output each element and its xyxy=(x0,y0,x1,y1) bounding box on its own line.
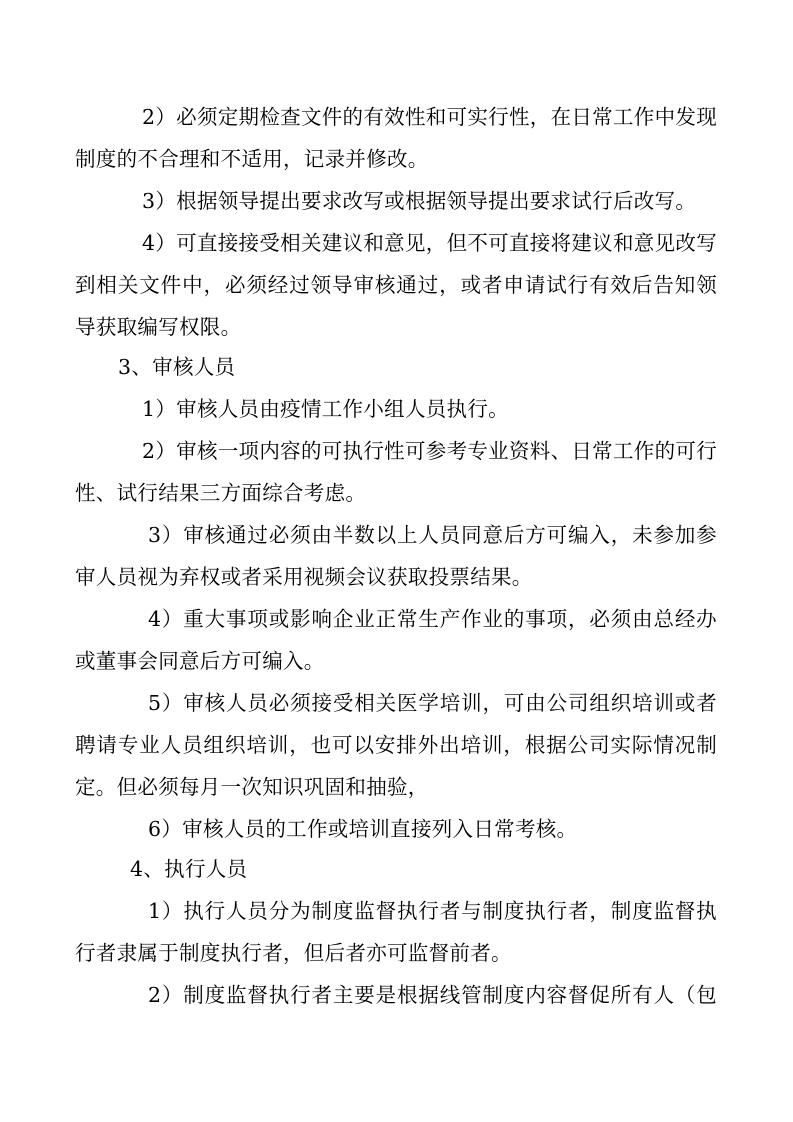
paragraph-line: 1）执行人员分为制度监督执行者与制度执行者，制度监督执 xyxy=(148,899,717,923)
paragraph-line: 到相关文件中，必须经过领导审核通过，或者申请试行有效后告知领 xyxy=(75,273,717,297)
paragraph-line: 3）审核通过必须由半数以上人员同意后方可编入，未参加参 xyxy=(148,523,717,547)
paragraph-line: 或董事会同意后方可编入。 xyxy=(75,649,325,673)
section-heading: 4、执行人员 xyxy=(130,857,248,881)
paragraph-line: 5）审核人员必须接受相关医学培训，可由公司组织培训或者 xyxy=(148,691,717,715)
paragraph-line: 6）审核人员的工作或培训直接列入日常考核。 xyxy=(148,817,578,841)
paragraph-line: 2）制度监督执行者主要是根据线管制度内容督促所有人（包 xyxy=(148,983,717,1007)
paragraph-line: 性、试行结果三方面综合考虑。 xyxy=(75,481,367,505)
paragraph-line: 4）重大事项或影响企业正常生产作业的事项，必须由总经办 xyxy=(148,607,717,631)
paragraph-line: 聘请专业人员组织培训，也可以安排外出培训，根据公司实际情况制 xyxy=(75,733,717,757)
paragraph-line: 定。但必须每月一次知识巩固和抽验， xyxy=(75,775,429,799)
paragraph-line: 3）根据领导提出要求改写或根据领导提出要求试行后改写。 xyxy=(142,189,697,213)
paragraph-line: 审人员视为弃权或者采用视频会议获取投票结果。 xyxy=(75,565,533,589)
paragraph-line: 1）审核人员由疫情工作小组人员执行。 xyxy=(142,397,509,421)
section-heading: 3、审核人员 xyxy=(118,355,236,379)
paragraph-line: 2）审核一项内容的可执行性可参考专业资料、日常工作的可行 xyxy=(142,439,717,463)
paragraph-line: 导获取编写权限。 xyxy=(75,315,242,339)
paragraph-line: 行者隶属于制度执行者，但后者亦可监督前者。 xyxy=(75,941,512,965)
paragraph-line: 制度的不合理和不适用，记录并修改。 xyxy=(75,147,429,171)
paragraph-line: 4）可直接接受相关建议和意见，但不可直接将建议和意见改写 xyxy=(142,231,717,255)
paragraph-line: 2）必须定期检查文件的有效性和可实行性，在日常工作中发现 xyxy=(142,105,717,129)
